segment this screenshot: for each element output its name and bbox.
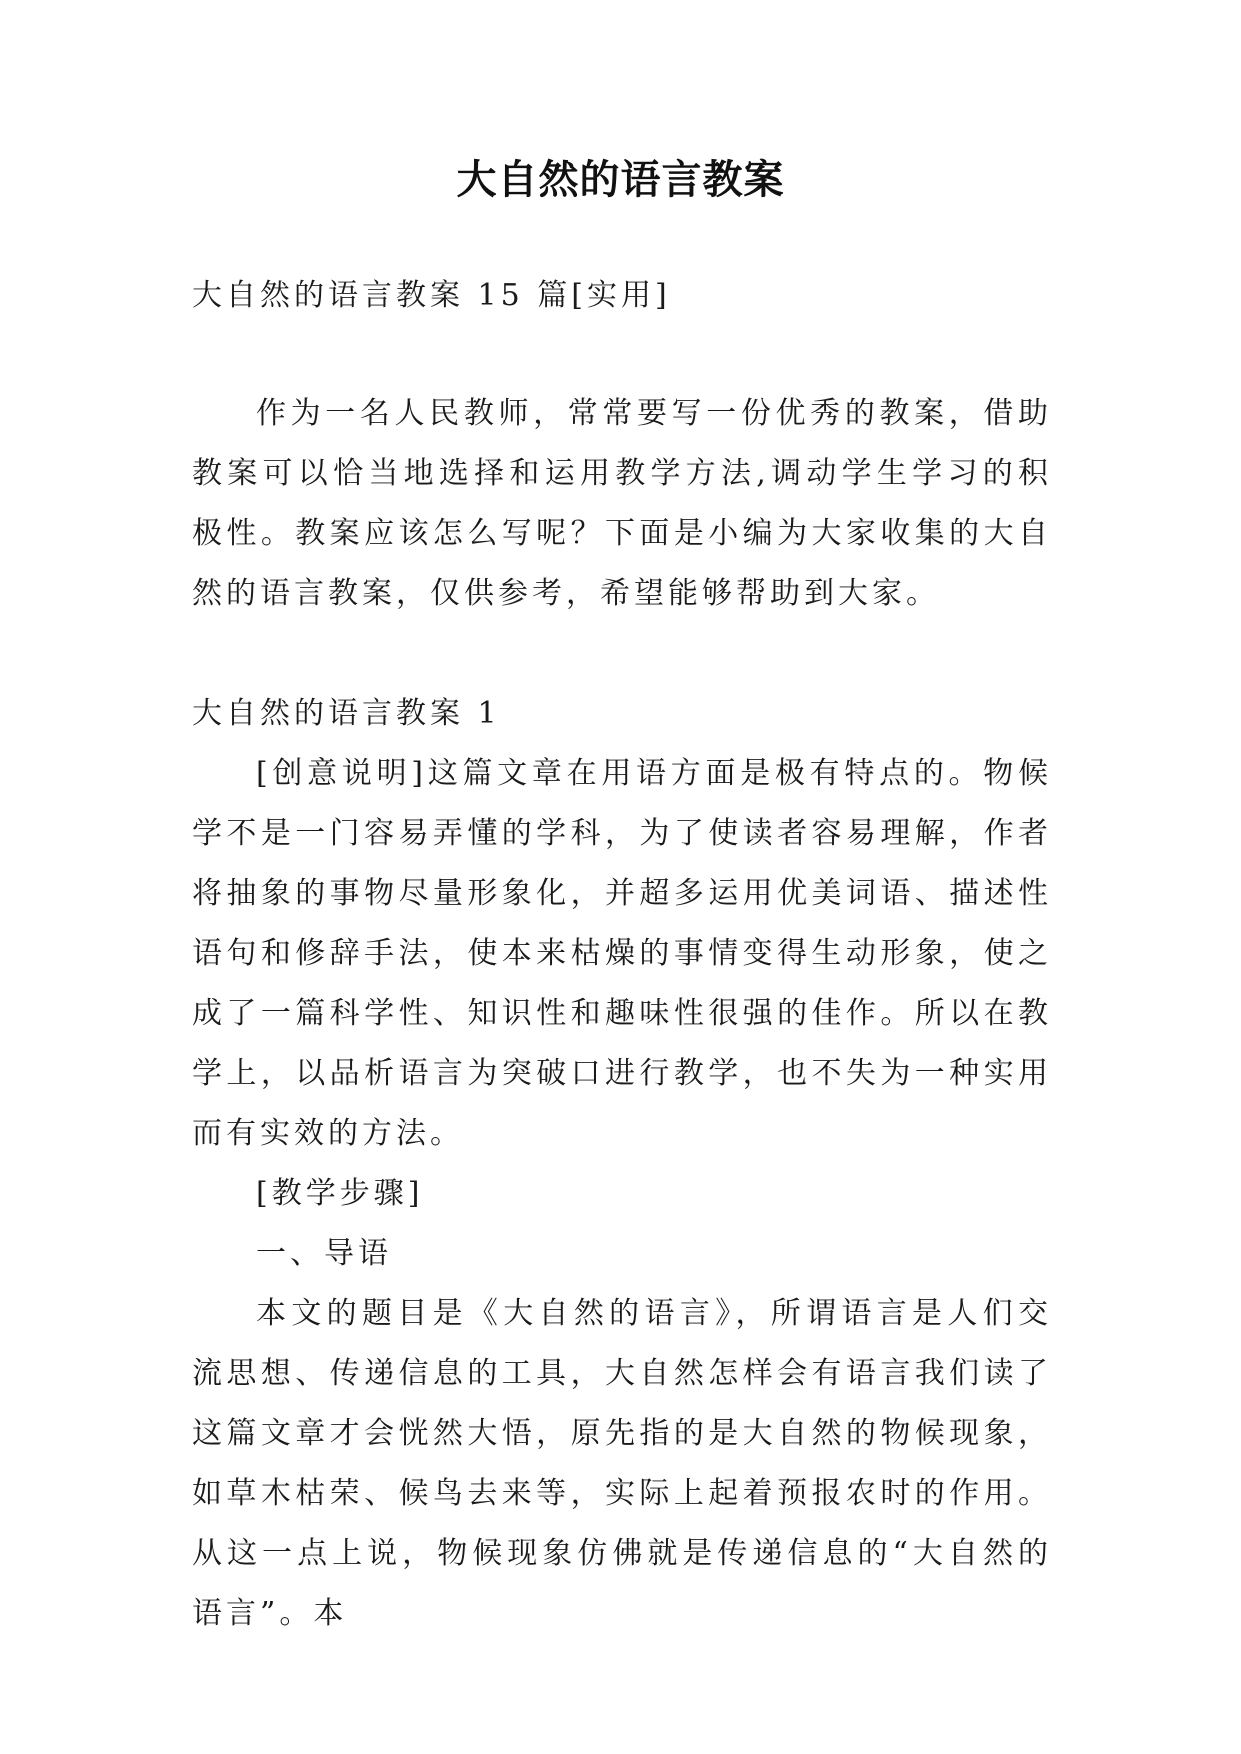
- intro-step-heading: 一、导语: [256, 1236, 392, 1271]
- section-heading: 大自然的语言教案 1: [192, 696, 501, 731]
- document-body: [192, 266, 1052, 1644]
- document-title: 大自然的语言教案: [456, 157, 785, 203]
- body-paragraph: 本文的题目是《大自然的语言》，所谓语言是人们交流思想、传递信息的工具，大自然怎样会有语言我们读了这篇文章才会恍然大悟，原先指的是大自然的物候现象，如草木枯荣、候鸟去来等，实际上起着预报农时的作用。从这一点上说，物候现象仿佛就是传递信息的“大自然的语言”。本: [192, 1296, 1052, 1631]
- teaching-steps-heading: [教学步骤]: [256, 1176, 424, 1211]
- creative-note-paragraph: [创意说明]这篇文章在用语方面是极有特点的。物候学不是一门容易弄懂的学科，为了使读者容易理解，作者将抽象的事物尽量形象化，并超多运用优美词语、描述性语句和修辞手法，使本来枯燥的事情变得生动形象，使之成了一篇科学性、知识性和趣味性很强的佳作。所以在教学上，以品析语言为突破口进行教学，也不失为一种实用而有实效的方法。: [192, 756, 1052, 1151]
- document-subtitle: 大自然的语言教案 15 篇[实用]: [192, 278, 671, 313]
- intro-paragraph: 作为一名人民教师，常常要写一份优秀的教案，借助教案可以恰当地选择和运用教学方法,调动学生学习的积极性。教案应该怎么写呢？下面是小编为大家收集的大自然的语言教案，仅供参考，希望能够帮助到大家。: [192, 396, 1052, 611]
